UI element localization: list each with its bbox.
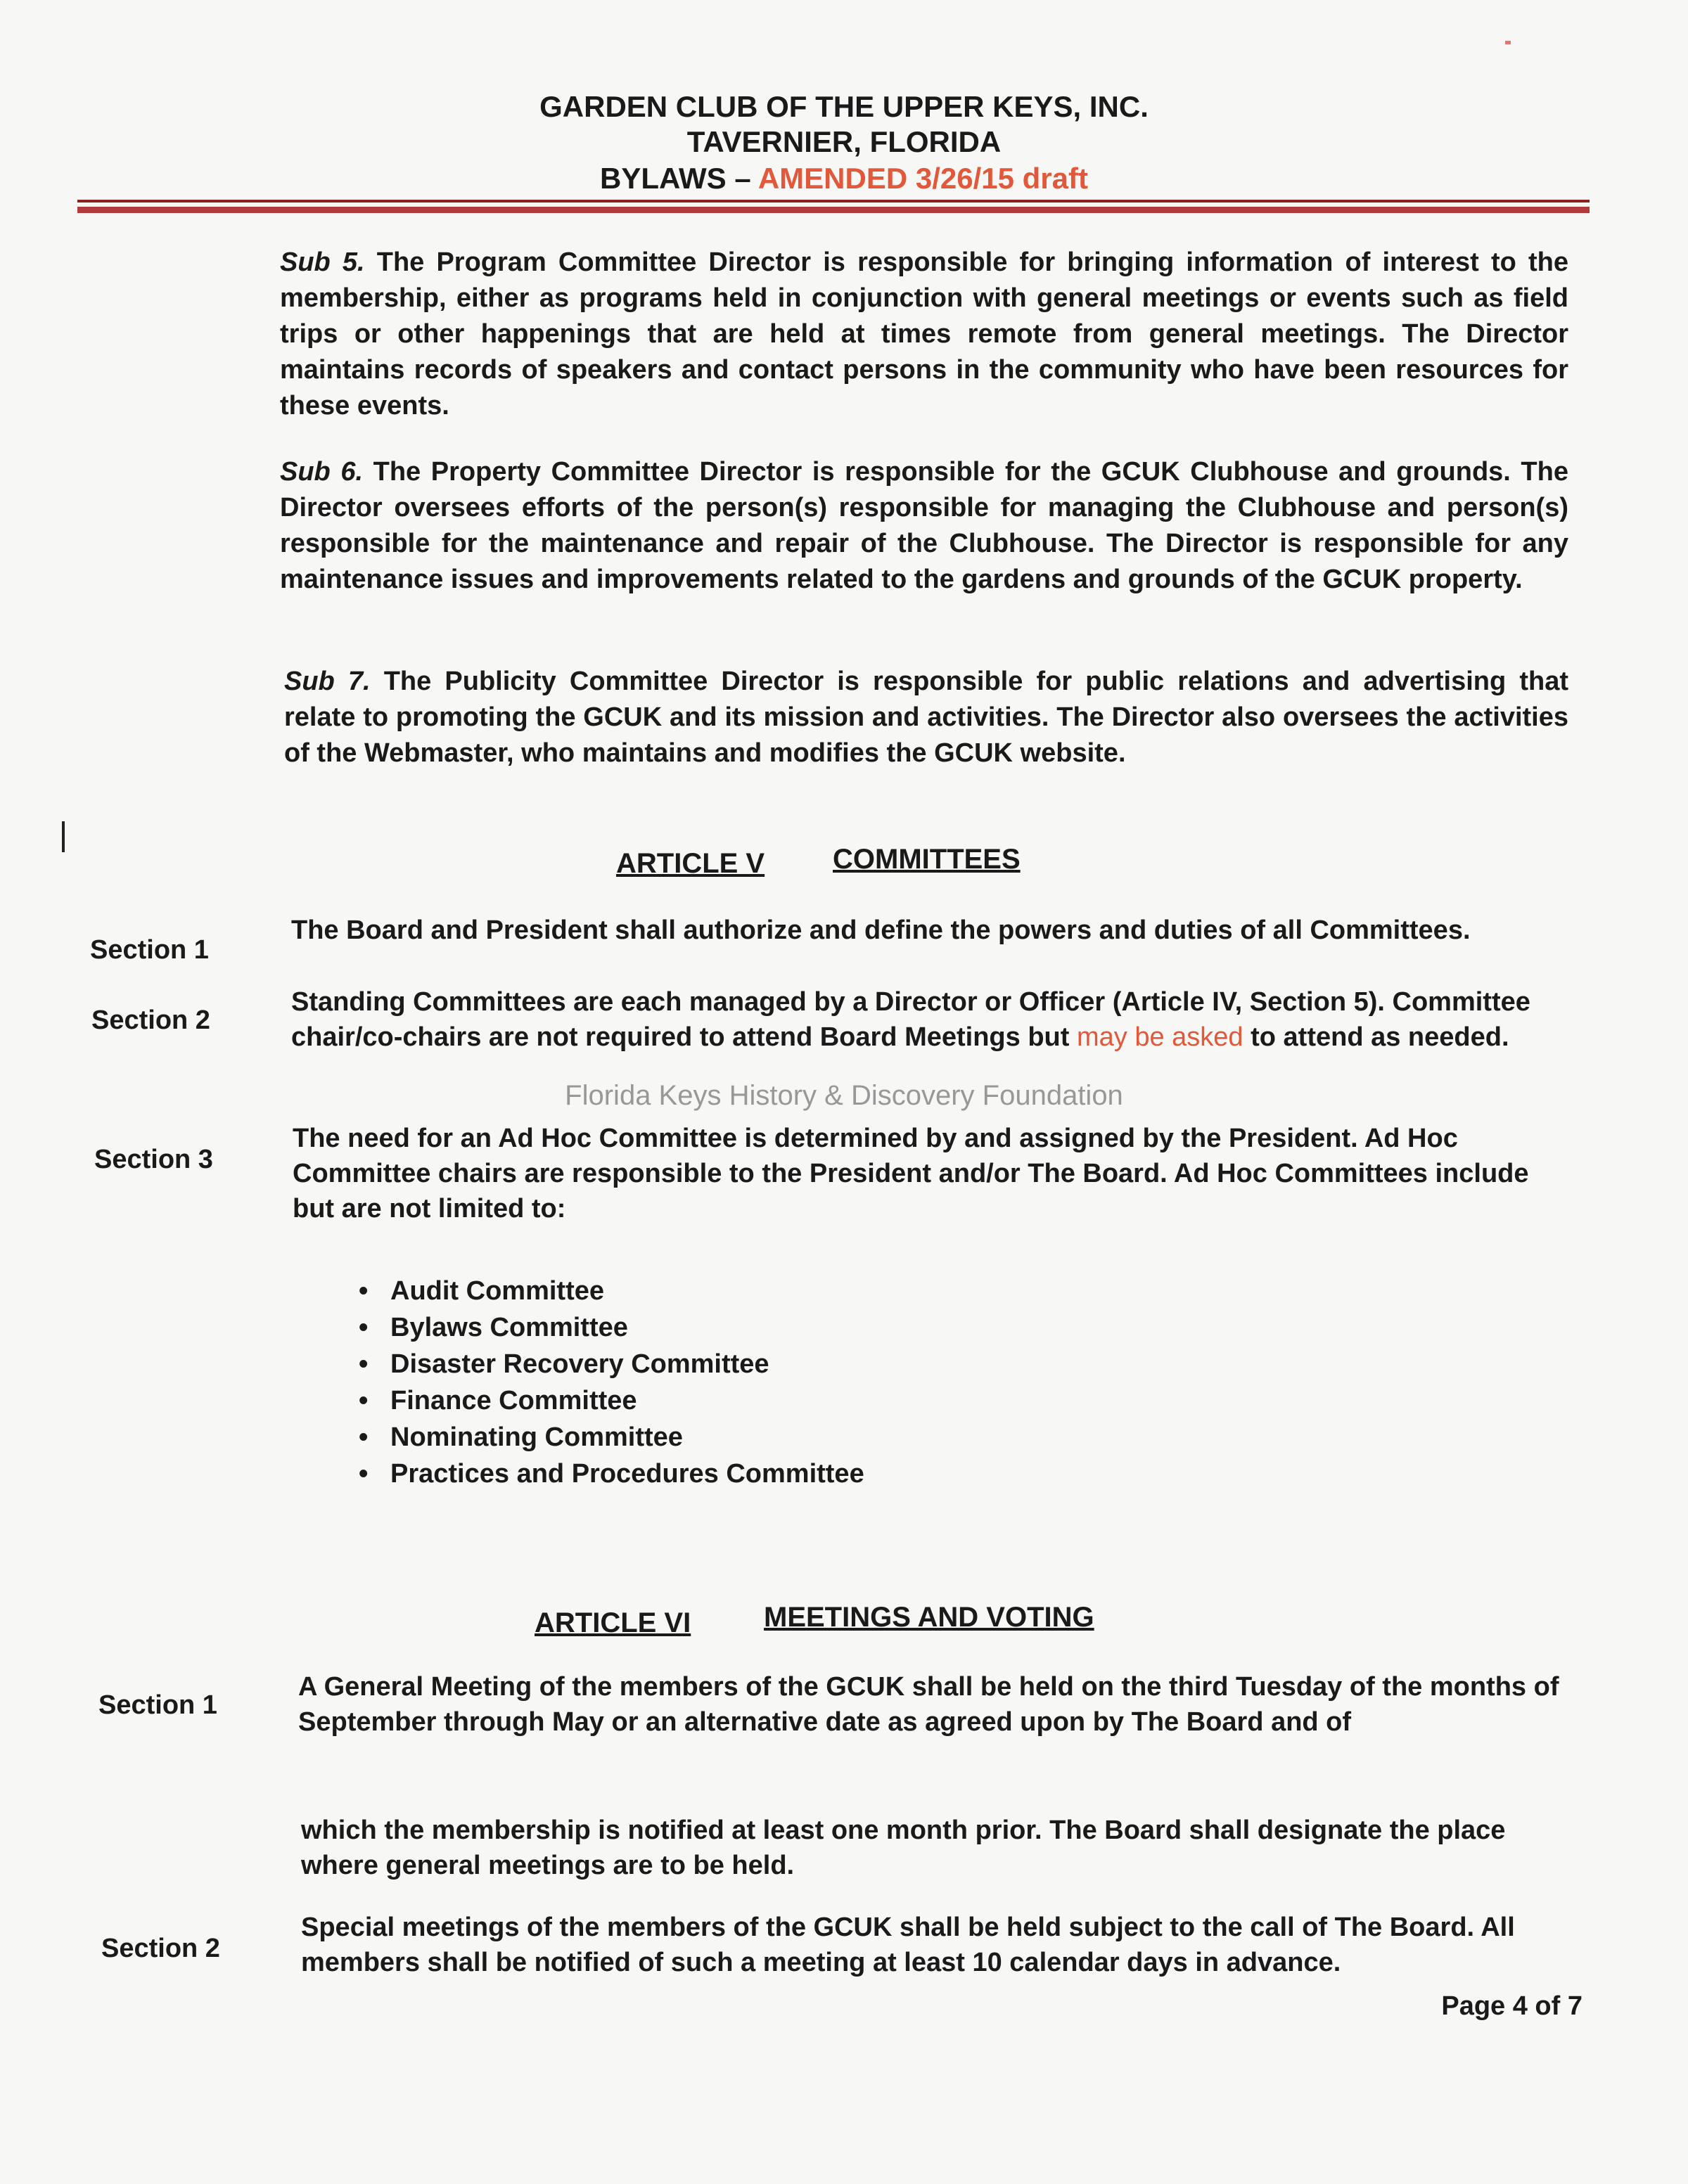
sub7-paragraph	[284, 664, 1568, 771]
art5-section2-text-a: Standing Committees are each managed by a Director or Officer (Article IV, Section 5). Committee chair/co-chairs are not required to attend Board Meetings but	[291, 987, 1530, 1052]
org-location: TAVERNIER, FLORIDA	[686, 125, 1002, 158]
may-be-asked-highlight: may be asked	[1076, 1022, 1243, 1052]
ad-hoc-committee-list	[359, 1273, 864, 1492]
list-item: • Finance Committee	[359, 1382, 864, 1419]
list-item: • Audit Committee	[359, 1273, 864, 1309]
sub6-text: The Property Committee Director is responsible for the GCUK Clubhouse and grounds. The Director oversees efforts of the person(s) responsible for managing the Clubhouse and person(s) responsible for the maintenance and repair of the Clubhouse. The Director is responsible for any maintenance issues and improvements related to the gardens and grounds of the GCUK property.	[280, 457, 1568, 594]
list-item: • Bylaws Committee	[359, 1309, 864, 1346]
header-rule-thin	[77, 200, 1590, 203]
art5-section2-text	[291, 984, 1543, 1055]
art6-section1-text-b: which the membership is notified at least one month prior. The Board shall designate the place where general meetings are to be held.	[301, 1816, 1506, 1880]
sub6-paragraph	[280, 454, 1568, 598]
page-number: Page 4 of 7	[1441, 1991, 1582, 2021]
header-rule-thick	[77, 207, 1590, 213]
sub6-label: Sub 6.	[280, 457, 364, 487]
article6-subtitle: MEETINGS AND VOTING	[764, 1602, 1094, 1633]
list-item: • Practices and Procedures Committee	[359, 1456, 864, 1492]
art5-section1-text: The Board and President shall authorize and define the powers and duties of all Committees.	[291, 916, 1471, 945]
art6-section2-text: Special meetings of the members of the GCUK shall be held subject to the call of The Board. All members shall be notified of such a meeting at least 10 calendar days in advance.	[301, 1913, 1515, 1977]
amended-label: AMENDED 3/26/15 draft	[757, 162, 1088, 195]
article5-title: ARTICLE V	[616, 848, 765, 879]
art5-section3-label: Section 3	[94, 1145, 213, 1174]
art6-section2-label: Section 2	[101, 1934, 220, 1963]
art5-section1-label: Section 1	[90, 935, 209, 965]
art5-section2-text-b: to attend as needed.	[1243, 1022, 1509, 1052]
org-name: GARDEN CLUB OF THE UPPER KEYS, INC.	[539, 90, 1149, 123]
list-item: • Disaster Recovery Committee	[359, 1346, 864, 1382]
bylaws-label: BYLAWS –	[600, 162, 758, 195]
article5-subtitle: COMMITTEES	[833, 844, 1021, 875]
article6-title: ARTICLE VI	[535, 1607, 691, 1638]
document-title	[0, 162, 1688, 195]
list-item: • Nominating Committee	[359, 1419, 864, 1456]
corner-mark	[1505, 41, 1511, 44]
art5-section3-text: The need for an Ad Hoc Committee is determined by and assigned by the President. Ad Hoc Committee chairs are responsible to the President and/or The Board. Ad Hoc Committees include but are not limited to:	[293, 1124, 1529, 1223]
sub5-text: The Program Committee Director is responsible for bringing information of interest to the membership, either as programs held in conjunction with general meetings or events such as field trips or other happenings that are held at times remote from general meetings. The Director maintains records of speakers and contact persons in the community who have been resources for these events.	[280, 248, 1568, 420]
sub5-paragraph	[280, 245, 1568, 424]
sub7-text: The Publicity Committee Director is responsible for public relations and advertising that relate to promoting the GCUK and its mission and activities. The Director also oversees the activities of the Webmaster, who maintains and modifies the GCUK website.	[284, 667, 1568, 768]
margin-mark	[62, 821, 65, 852]
art6-section1-text-a: A General Meeting of the members of the GCUK shall be held on the third Tuesday of the months of September through May or an alternative date as agreed upon by The Board and of	[298, 1672, 1559, 1737]
watermark: Florida Keys History & Discovery Foundation	[565, 1080, 1123, 1111]
art5-section2-label: Section 2	[91, 1006, 210, 1035]
sub5-label: Sub 5.	[280, 248, 365, 277]
sub7-label: Sub 7.	[284, 667, 371, 696]
art6-section1-label: Section 1	[98, 1690, 217, 1720]
